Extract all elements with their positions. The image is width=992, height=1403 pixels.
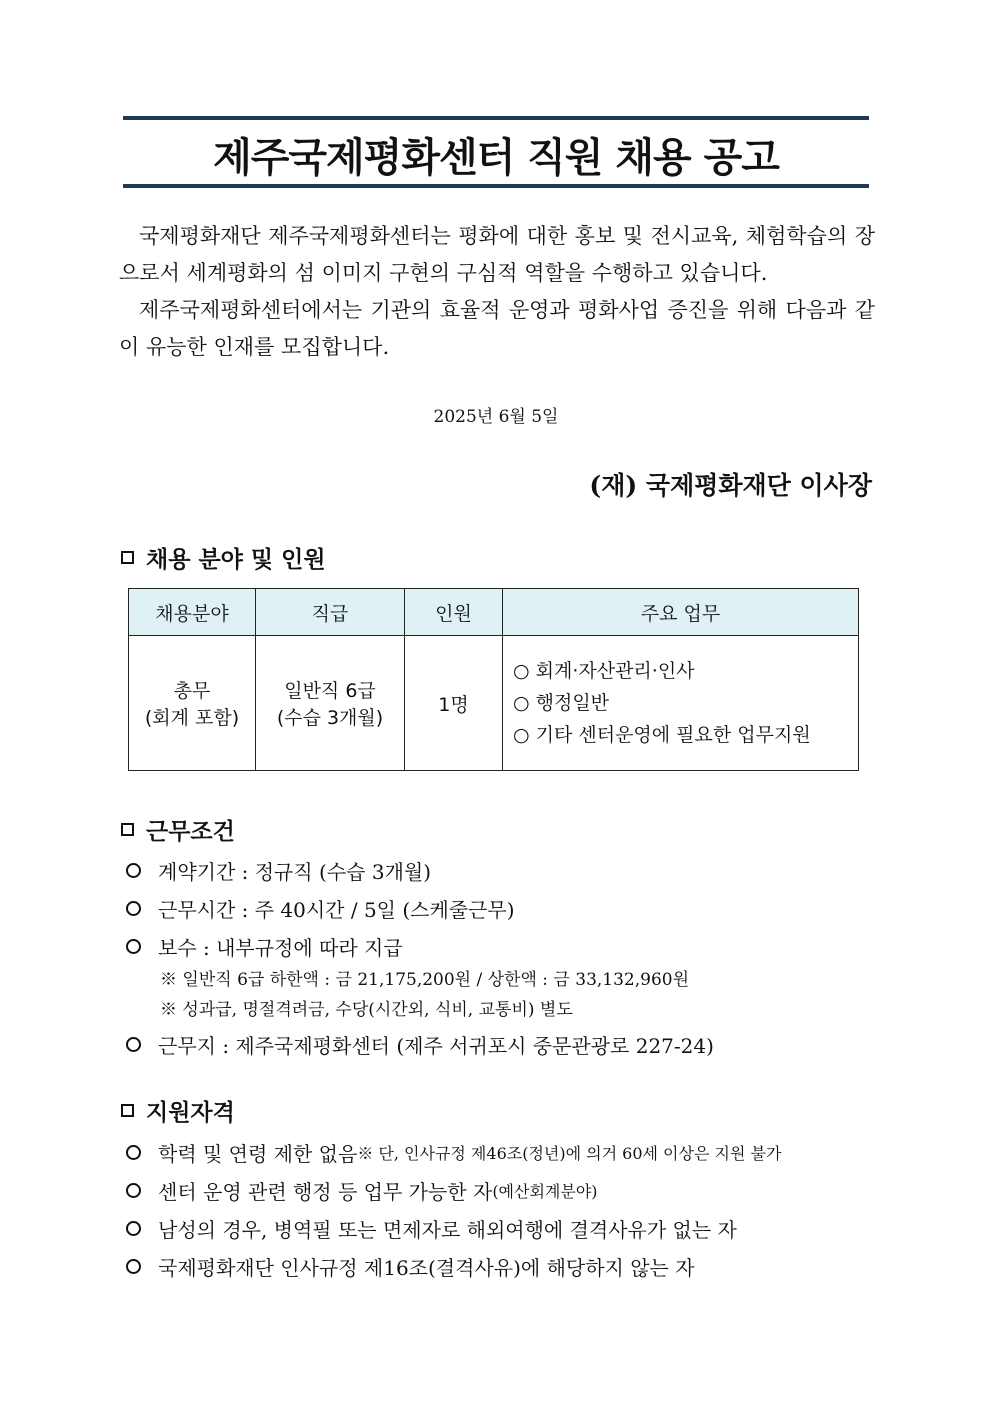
section-heading-recruitment <box>121 541 326 574</box>
section-heading-label: 지원자격 <box>146 1100 235 1126</box>
table-header-row <box>129 589 859 636</box>
field-detail: (회계 포함) <box>144 707 240 729</box>
list-item <box>126 1171 886 1209</box>
list-item-note: ※ 단, 인사규정 제46조(정년)에 의거 60세 이상은 지원 불가 <box>357 1143 782 1163</box>
title-bottom-rule <box>123 184 869 188</box>
field-cell <box>129 636 256 771</box>
table-row <box>129 636 859 771</box>
list-item-text: 국제평화재단 인사규정 제16조(결격사유)에 해당하지 않는 자 <box>158 1255 695 1280</box>
list-item-text: 보수 : 내부규정에 따라 지급 <box>158 935 403 960</box>
duty-item: ○ 기타 센터운영에 필요한 업무지원 <box>513 724 811 746</box>
duties-cell <box>503 636 859 771</box>
headcount-cell: 1명 <box>405 636 503 771</box>
circle-bullet-icon <box>126 1221 141 1236</box>
intro-text <box>119 218 875 366</box>
section-heading-label: 채용 분야 및 인원 <box>146 547 326 573</box>
list-item-text: 계약기간 : 정규직 (수습 3개월) <box>158 859 432 884</box>
section-heading-label: 근무조건 <box>146 819 235 845</box>
circle-bullet-icon <box>126 1183 141 1198</box>
duty-item: ○ 행정일반 <box>513 692 610 714</box>
list-item <box>126 1247 886 1285</box>
section-heading-conditions <box>121 813 235 846</box>
circle-bullet-icon <box>126 1037 141 1052</box>
list-item-note: (예산회계분야) <box>492 1181 598 1201</box>
recruitment-table <box>128 588 859 771</box>
checkbox-square-icon <box>121 823 134 836</box>
circle-bullet-icon <box>126 1145 141 1160</box>
intro-paragraph-2: 제주국제평화센터에서는 기관의 효율적 운영과 평화사업 증진을 위해 다음과 같이 유능한 인재를 모집합니다. <box>119 298 875 359</box>
list-item <box>126 889 886 927</box>
duty-item: ○ 회계·자산관리·인사 <box>513 660 695 682</box>
table-header: 주요 업무 <box>503 589 859 636</box>
checkbox-square-icon <box>121 551 134 564</box>
circle-bullet-icon <box>126 939 141 954</box>
circle-bullet-icon <box>126 863 141 878</box>
list-item-text: 학력 및 연령 제한 없음 <box>158 1141 358 1166</box>
list-item <box>126 1025 886 1063</box>
qualifications-list <box>126 1133 886 1285</box>
table-header: 채용분야 <box>129 589 256 636</box>
circle-bullet-icon <box>126 901 141 916</box>
list-item <box>126 851 886 889</box>
grade-detail: (수습 3개월) <box>276 707 384 729</box>
page-title: 제주국제평화센터 직원 채용 공고 <box>213 135 779 181</box>
grade-cell <box>256 636 405 771</box>
intro-paragraph-1: 국제평화재단 제주국제평화센터는 평화에 대한 홍보 및 전시교육, 체험학습의 장으로서 세계평화의 섬 이미지 구현의 구심적 역할을 수행하고 있습니다. <box>119 224 875 285</box>
checkbox-square-icon <box>121 1104 134 1117</box>
conditions-list <box>126 851 886 1063</box>
title-top-rule <box>123 116 869 120</box>
field-name: 총무 <box>173 680 211 702</box>
list-item <box>126 1133 886 1171</box>
list-item <box>126 1209 886 1247</box>
list-item-text: 남성의 경우, 병역필 또는 면제자로 해외여행에 결격사유가 없는 자 <box>158 1217 737 1242</box>
table-header: 인원 <box>405 589 503 636</box>
issuer: (재) 국제평화재단 이사장 <box>589 471 872 500</box>
circle-bullet-icon <box>126 1259 141 1274</box>
list-item-text: 센터 운영 관련 행정 등 업무 가능한 자 <box>158 1179 493 1204</box>
table-header: 직급 <box>256 589 405 636</box>
section-heading-qualifications <box>121 1094 235 1127</box>
note-text: ※ 성과급, 명절격려금, 수당(시간외, 식비, 교통비) 별도 <box>160 1000 573 1020</box>
list-item-text: 근무지 : 제주국제평화센터 (제주 서귀포시 중문관광로 227-24) <box>158 1033 714 1058</box>
note-text: ※ 일반직 6급 하한액 : 금 21,175,200원 / 상한액 : 금 33,132,960원 <box>160 970 690 990</box>
list-item-text: 근무시간 : 주 40시간 / 5일 (스케줄근무) <box>158 897 515 922</box>
list-item <box>126 927 886 965</box>
announcement-date: 2025년 6월 5일 <box>433 407 559 427</box>
grade-name: 일반직 6급 <box>284 680 376 702</box>
